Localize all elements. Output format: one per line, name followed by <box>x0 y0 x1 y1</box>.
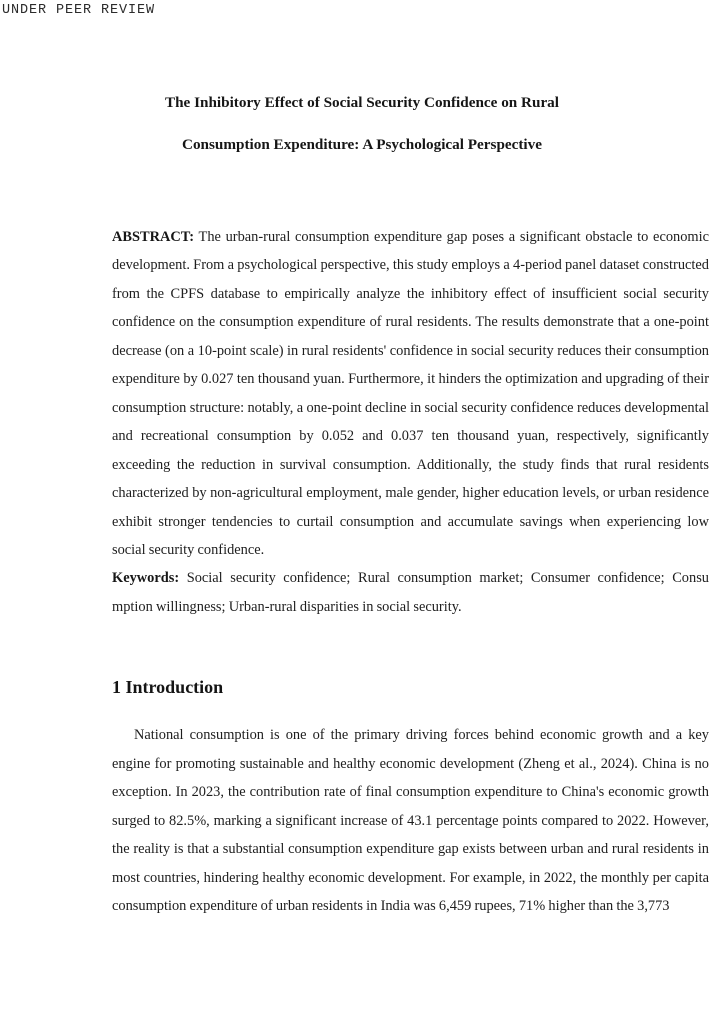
abstract-text: The urban-rural consumption expenditure gap poses a significant obstacle to economic development. From a psychological perspective, this study employs a 4-period panel dataset constructed from the CPFS database to empirically analyze the inhibitory effect of insufficient social security confidence on the consumption expenditure of rural residents. The results demonstrate that a one-point decrease (on a 10-point scale) in rural residents' confidence in social security reduces their consumption expenditure by 0.027 ten thousand yuan. Furthermore, it hinders the optimization and upgrading of their consumption structure: notably, a one-point decline in social security confidence reduces developmental and recreational consumption by 0.052 and 0.037 ten thousand yuan, respectively, significantly exceeding the reduction in survival consumption. Additionally, the study finds that rural residents characterized by non-agricultural employment, male gender, higher education levels, or urban residence exhibit stronger tendencies to curtail consumption and accumulate savings when experiencing low social security confidence. <box>112 229 709 558</box>
keywords-label: Keywords: <box>112 570 180 587</box>
paper-title-line-2: Consumption Expenditure: A Psychological Perspective <box>181 136 542 153</box>
keywords-paragraph <box>112 564 709 621</box>
paper-title-line-1: The Inhibitory Effect of Social Security Confidence on Rural <box>164 94 559 111</box>
keywords-text: Social security confidence; Rural consumption market; Consumer confidence; Consu mption willingness; Urban-rural disparities in social security. <box>112 570 709 615</box>
paper-title <box>0 82 724 166</box>
peer-review-watermark: UNDER PEER REVIEW <box>2 3 156 18</box>
section-heading-introduction: 1 Introduction <box>112 677 224 698</box>
abstract-label: ABSTRACT: <box>112 229 195 245</box>
page-body <box>112 223 709 921</box>
abstract-paragraph <box>112 223 709 564</box>
introduction-paragraph: National consumption is one of the primary driving forces behind economic growth and a key engine for promoting sustainable and healthy economic development (Zheng et al., 2024). China is no exception. In 2023, the contribution rate of final consumption expenditure to China's economic growth surged to 82.5%, marking a significant increase of 43.1 percentage points compared to 2022. However, the reality is that a substantial consumption expenditure gap exists between urban and rural residents in most countries, hindering healthy economic development. For example, in 2022, the monthly per capita consumption expenditure of urban residents in India was 6,459 rupees, 71% higher than the 3,773 <box>112 727 709 915</box>
